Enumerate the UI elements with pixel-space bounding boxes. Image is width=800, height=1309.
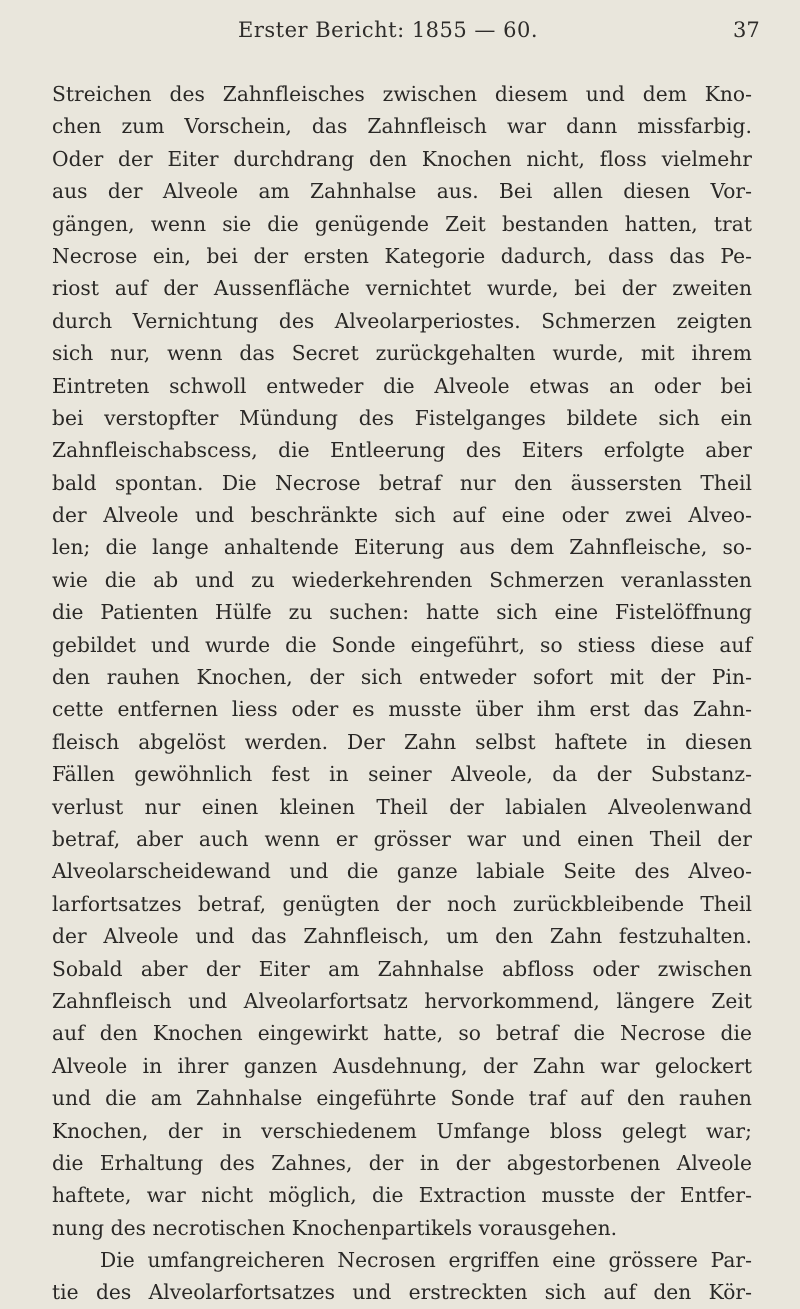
text-line: auf den Knochen eingewirkt hatte, so betraf die Necrose die — [52, 1021, 752, 1046]
text-line: Zahnfleischabscess, die Entleerung des Eiters erfolgte aber — [52, 438, 752, 463]
text-line: nung des necrotischen Knochenpartikels vorausgehen. — [52, 1215, 618, 1240]
text-line: Fällen gewöhnlich fest in seiner Alveole, da der Substanz- — [52, 762, 752, 787]
text-line: haftete, war nicht möglich, die Extraction musste der Entfer- — [52, 1183, 752, 1208]
text-line: aus der Alveole am Zahnhalse aus. Bei allen diesen Vor- — [52, 179, 752, 204]
text-line: gebildet und wurde die Sonde eingeführt, so stiess diese auf — [52, 632, 752, 657]
text-line: fleisch abgelöst werden. Der Zahn selbst haftete in diesen — [52, 729, 752, 754]
text-line: Streichen des Zahnfleisches zwischen diesem und dem Kno- — [52, 82, 752, 106]
text-line: Knochen, der in verschiedenem Umfange bloss gelegt war; — [52, 1118, 752, 1143]
text-line: durch Vernichtung des Alveolarperiostes. Schmerzen zeigten — [52, 308, 752, 333]
text-line: riost auf der Aussenfläche vernichtet wurde, bei der zweiten — [52, 276, 752, 301]
text-line: verlust nur einen kleinen Theil der labialen Alveolenwand — [52, 794, 752, 819]
text-line: Alveole in ihrer ganzen Ausdehnung, der Zahn war gelockert — [52, 1053, 752, 1078]
text-line: wie die ab und zu wiederkehrenden Schmerzen veranlassten — [52, 567, 752, 592]
text-line: chen zum Vorschein, das Zahnfleisch war dann missfarbig. — [52, 114, 752, 139]
text-line: Necrose ein, bei der ersten Kategorie dadurch, dass das Pe- — [52, 243, 752, 268]
text-line: die Patienten Hülfe zu suchen: hatte sich eine Fistelöffnung — [52, 600, 752, 625]
text-line: der Alveole und beschränkte sich auf eine oder zwei Alveo- — [52, 503, 752, 528]
text-line: Zahnfleisch und Alveolarfortsatz hervorkommend, längere Zeit — [52, 988, 752, 1013]
text-line: sich nur, wenn das Secret zurückgehalten wurde, mit ihrem — [52, 341, 752, 366]
text-line: larfortsatzes betraf, genügten der noch zurückbleibende Theil — [52, 891, 752, 916]
running-head — [0, 18, 800, 52]
text-line: Alveolarscheidewand und die ganze labiale Seite des Alveo- — [52, 859, 752, 884]
text-line: Die umfangreicheren Necrosen ergriffen eine grössere Par- — [100, 1248, 752, 1273]
text-line: den rauhen Knochen, der sich entweder sofort mit der Pin- — [52, 665, 752, 690]
page-number: 37 — [733, 18, 760, 42]
text-line: len; die lange anhaltende Eiterung aus dem Zahnfleische, so- — [52, 535, 752, 560]
body-text — [52, 78, 752, 1309]
text-line: Eintreten schwoll entweder die Alveole etwas an oder bei — [52, 373, 752, 398]
text-line: gängen, wenn sie die genügende Zeit bestanden hatten, trat — [52, 211, 752, 236]
text-line: bei verstopfter Mündung des Fistelganges bildete sich ein — [52, 405, 752, 430]
text-line: Sobald aber der Eiter am Zahnhalse abfloss oder zwischen — [52, 956, 752, 981]
text-line: tie des Alveolarfortsatzes und erstreckten sich auf den Kör- — [52, 1280, 752, 1305]
text-line: die Erhaltung des Zahnes, der in der abgestorbenen Alveole — [52, 1150, 752, 1175]
text-line: betraf, aber auch wenn er grösser war und einen Theil der — [52, 826, 752, 851]
text-line: Oder der Eiter durchdrang den Knochen nicht, floss vielmehr — [52, 146, 752, 171]
running-head-title: Erster Bericht: 1855 — 60. — [238, 18, 539, 42]
text-line: bald spontan. Die Necrose betraf nur den äussersten Theil — [52, 470, 752, 495]
text-line: cette entfernen liess oder es musste über ihm erst das Zahn- — [52, 697, 752, 722]
text-line: und die am Zahnhalse eingeführte Sonde traf auf den rauhen — [52, 1086, 752, 1111]
text-line: der Alveole und das Zahnfleisch, um den Zahn festzuhalten. — [52, 924, 752, 949]
